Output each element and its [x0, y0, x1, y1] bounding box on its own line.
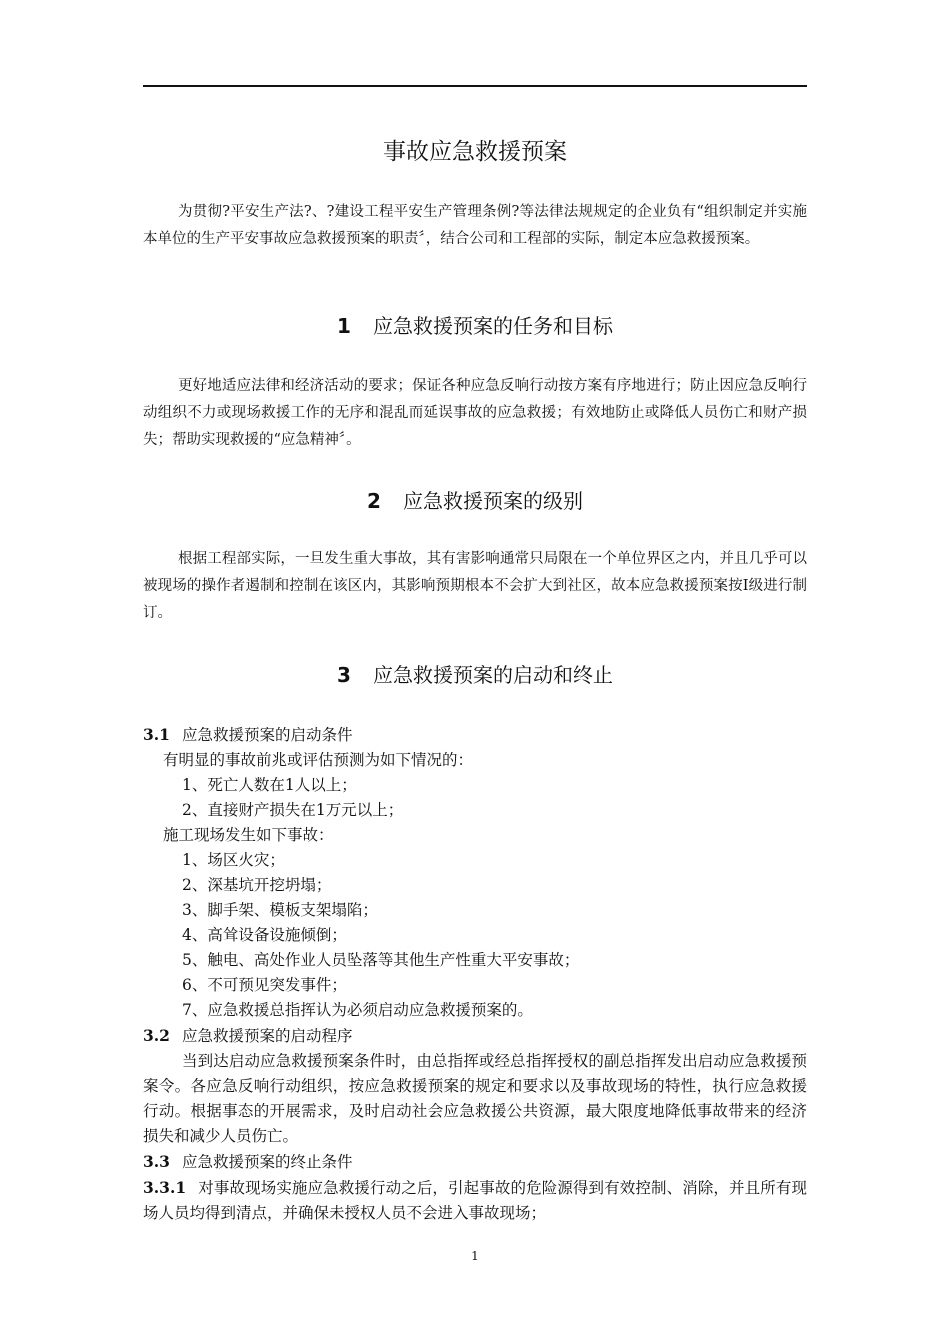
list-item: 1、死亡人数在1人以上；	[182, 776, 357, 794]
subsection-3-1-title: 应急救援预案的启动条件	[181, 726, 353, 744]
intro-paragraph: 为贯彻?平安生产法?、?建设工程平安生产管理条例?等法律法规规定的企业负有“组织制定并实施本单位的生产平安事故应急救援预案的职责〞，结合公司和工程部的实际，制定本应急救援预案。	[143, 204, 807, 247]
list-item: 1、场区火灾；	[182, 851, 285, 869]
section-1-body: 更好地适应法律和经济活动的要求；保证各种应急反响行动按方案有序地进行；防止因应急反响行动组织不力或现场救援工作的无序和混乱而延误事故的应急救援；有效地防止或降低人员伤亡和财产损失；帮助实现救援的“应急精神〞。	[143, 378, 807, 448]
section-3-heading	[143, 659, 807, 688]
subsection-3-3-heading	[143, 1149, 807, 1175]
subsection-3-1-number: 3.1	[143, 725, 170, 744]
subsection-3-2-number: 3.2	[143, 1026, 170, 1045]
accidents-lead: 施工现场发生如下事故：	[163, 826, 334, 844]
list-item: 4、高耸设备设施倾倒；	[182, 926, 347, 944]
header-rule	[143, 85, 807, 87]
section-1-number: 1	[337, 314, 351, 338]
section-2-number: 2	[367, 489, 381, 513]
subsection-3-2-body: 当到达启动应急救援预案条件时，由总指挥或经总指挥授权的副总指挥发出启动应急救援预案令。各应急反响行动组织，按应急救援预案的规定和要求以及事故现场的特性，执行应急救援行动。根据事态的开展需求，及时启动社会应急救援公共资源，最大限度地降低事故带来的经济损失和减少人员伤亡。	[143, 1052, 807, 1145]
subsection-3-1-heading	[143, 722, 807, 748]
subsection-3-3-1-paragraph	[143, 1175, 807, 1226]
section-2-title: 应急救援预案的级别	[402, 489, 583, 513]
section-1-title: 应急救援预案的任务和目标	[372, 314, 613, 338]
section-2-heading	[143, 485, 807, 514]
list-item: 2、深基坑开挖坍塌；	[182, 876, 332, 894]
list-item: 2、直接财产损失在1万元以上；	[182, 801, 404, 819]
subsection-3-3-1-number: 3.3.1	[143, 1178, 187, 1197]
document-title: 事故应急救援预案	[383, 139, 567, 165]
list-item: 6、不可预见突发事件；	[182, 976, 347, 994]
subsection-3-3-number: 3.3	[143, 1152, 170, 1171]
subsection-3-3-title: 应急救援预案的终止条件	[181, 1153, 353, 1171]
subsection-3-2-heading	[143, 1023, 807, 1049]
list-item: 3、脚手架、模板支架塌陷；	[182, 901, 378, 919]
list-item: 7、应急救援总指挥认为必须启动应急救援预案的。	[182, 1001, 533, 1019]
page-number: 1	[471, 1249, 479, 1263]
conditions-lead: 有明显的事故前兆或评估预测为如下情况的：	[163, 751, 474, 769]
section-2-body: 根据工程部实际，一旦发生重大事故，其有害影响通常只局限在一个单位界区之内，并且几乎可以被现场的操作者遏制和控制在该区内，其影响预期根本不会扩大到社区，故本应急救援预案按Ⅰ级进行制订。	[143, 551, 807, 621]
section-3-number: 3	[337, 663, 351, 687]
list-item: 5、触电、高处作业人员坠落等其他生产性重大平安事故；	[182, 951, 580, 969]
subsection-3-3-1-body: 对事故现场实施应急救援行动之后，引起事故的危险源得到有效控制、消除，并且所有现场人员均得到清点，并确保未授权人员不会进入事故现场；	[143, 1179, 807, 1222]
subsection-3-2-title: 应急救援预案的启动程序	[181, 1027, 353, 1045]
section-3-body	[143, 722, 807, 1226]
section-1-heading	[143, 310, 807, 339]
section-3-title: 应急救援预案的启动和终止	[372, 663, 613, 687]
